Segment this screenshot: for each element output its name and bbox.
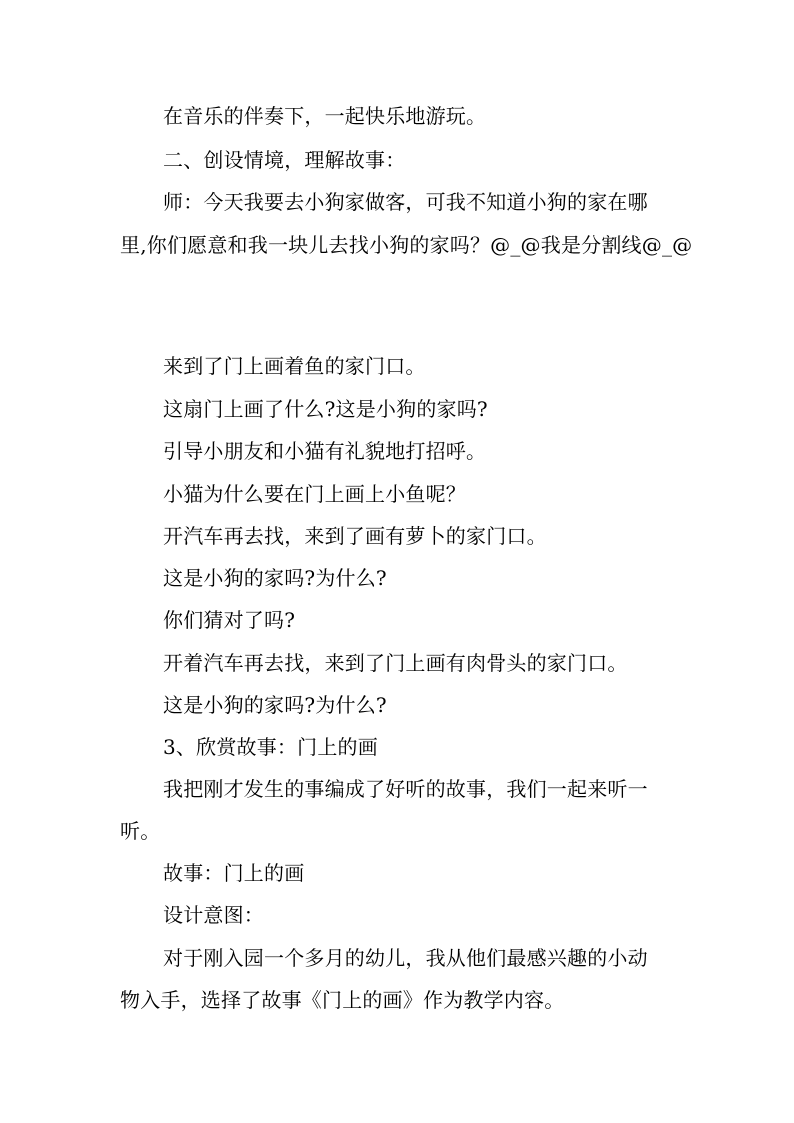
paragraph-line: 开着汽车再去找，来到了门上画有肉骨头的家门口。 bbox=[163, 651, 628, 675]
section-heading: 二、创设情境，理解故事： bbox=[163, 148, 406, 172]
paragraph-line: 师：今天我要去小狗家做客，可我不知道小狗的家在哪 bbox=[163, 190, 648, 214]
paragraph-line: 里,你们愿意和我一块儿去找小狗的家吗？@_@我是分割线@_@ bbox=[120, 233, 693, 257]
paragraph-line: 引导小朋友和小猫有礼貌地打招呼。 bbox=[163, 439, 487, 463]
paragraph-line: 这扇门上画了什么?这是小狗的家吗? bbox=[163, 397, 488, 421]
paragraph-line: 对于刚入园一个多月的幼儿，我从他们最感兴趣的小动 bbox=[163, 946, 648, 970]
paragraph-line: 来到了门上画着鱼的家门口。 bbox=[163, 354, 426, 378]
paragraph-line: 开汽车再去找，来到了画有萝卜的家门口。 bbox=[163, 524, 547, 548]
section-heading: 3、欣赏故事：门上的画 bbox=[163, 735, 378, 759]
paragraph-line: 你们猜对了吗? bbox=[163, 608, 296, 632]
paragraph-line: 这是小狗的家吗?为什么? bbox=[163, 693, 387, 717]
paragraph-line: 在音乐的伴奏下，一起快乐地游玩。 bbox=[163, 104, 487, 128]
paragraph-line: 这是小狗的家吗?为什么? bbox=[163, 566, 387, 590]
paragraph-line: 故事：门上的画 bbox=[163, 861, 305, 885]
paragraph-line: 听。 bbox=[120, 819, 161, 843]
paragraph-line: 我把刚才发生的事编成了好听的故事，我们一起来听一 bbox=[163, 777, 648, 801]
paragraph-line: 设计意图： bbox=[163, 903, 264, 927]
paragraph-line: 物入手，选择了故事《门上的画》作为教学内容。 bbox=[120, 988, 565, 1012]
paragraph-line: 小猫为什么要在门上画上小鱼呢？ bbox=[163, 482, 466, 506]
